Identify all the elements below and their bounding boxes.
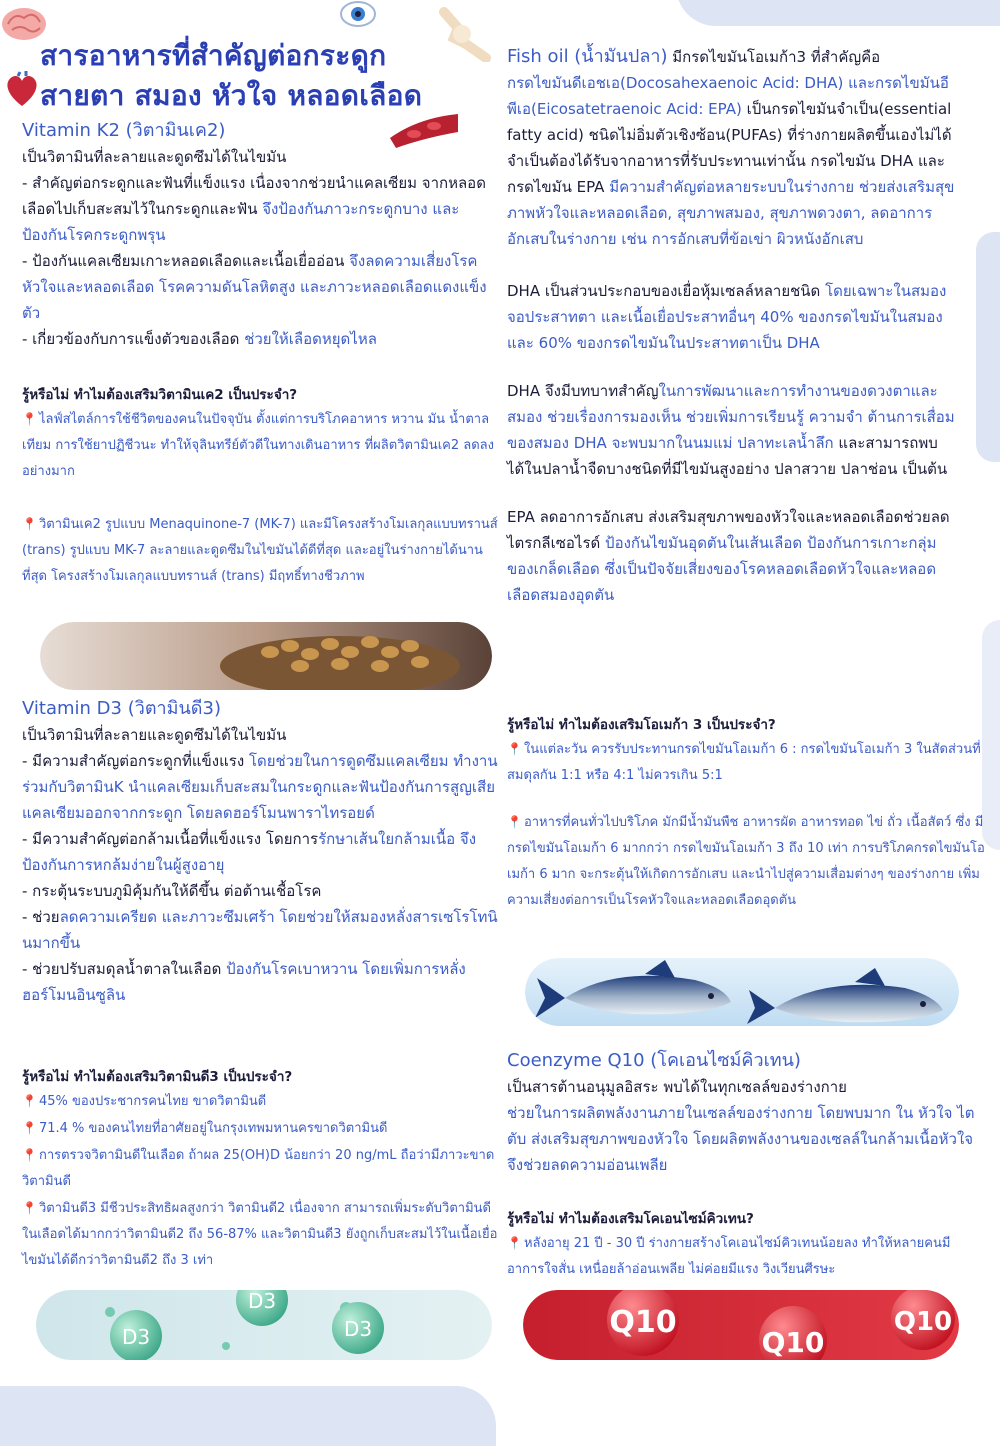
d3-note-4-text: วิตามินดี3 มีชีวประสิทธิผลสูงกว่า วิตามินดี2 เนื่องจาก สามารถเพิ่มระดับวิตามินดีในเลือดได้มากกว่าวิตามินดี2 ถึง 56-87% และวิตามินดี3 ยังถูกเก็บสะสมไว้ในเนื้อเยื่อไขมันได้ดีกว่าวิตามินดี2 ถึง 3 เท่า — [22, 1201, 498, 1268]
d3-b4-dark: - ช่วย — [22, 908, 60, 926]
d3-note-3 — [22, 1142, 500, 1195]
fish-p4-dark: EPA ลดอาการอักเสบ ส่งเสริมสุขภาพของหัวใจและหลอดเลือดช่วยลดไตรกลีเซอไรด์ — [507, 508, 950, 552]
fish-note-1-text: ในแต่ละวัน ควรรับประทานกรดไขมันโอเมก้า 6 : กรดไขมันโอเมก้า 3 ในสัดส่วนที่สมดุลกัน 1:1 หรือ 4:1 ไม่ควรเกิน 5:1 — [507, 742, 981, 783]
d3-b4-blue: ลดความเครียด และภาวะซึมเศร้า โดยช่วยให้สมองหลั่งสารเซโรโทนินมากขึ้น — [22, 908, 498, 952]
q10-heading: Coenzyme Q10 (โคเอนไซม์คิวเทน) — [507, 1050, 801, 1071]
fish-p4-blue: ป้องกันไขมันอุดตันในเส้นเลือด ป้องกันการเกาะกลุ่มของเกล็ดเลือด ซึ่งเป็นปัจจัยเสี่ยงของโรคหลอดเลือดหัวใจและหลอดเลือดสมองอุดตัน — [507, 534, 937, 604]
q10-banner — [523, 1290, 959, 1360]
k2-b3-dark: - เกี่ยวข้องกับการแข็งตัวของเลือด — [22, 330, 240, 348]
d3-note-2 — [22, 1115, 500, 1142]
k2-note-1-text: ไลฟ์สไตล์การใช้ชีวิตของคนในปัจจุบัน ตั้งแต่การบริโภคอาหาร หวาน มัน น้ำตาลเทียม การใช้ยาปฏิชีวนะ ทำให้จุลินทรีย์ตัวดีในทางเดินอาหาร ที่ผลิตวิตามินเค2 ลดลงอย่างมาก — [22, 412, 494, 479]
fish-heading-line — [507, 44, 955, 70]
main-title-line2: สายตา สมอง หัวใจ หลอดเลือด — [40, 79, 423, 112]
d3-bullet-1 — [22, 748, 500, 826]
k2-note-2 — [22, 511, 500, 590]
d3-intro: เป็นวิตามินที่ละลายและดูดซึมได้ในไขมัน — [22, 726, 287, 744]
q10-paragraph: ช่วยในการผลิตพลังงานภายในเซลล์ของร่างกาย โดยพบมาก ใน หัวใจ ไต ตับ ส่งเสริมสุขภาพของหัวใจ โดยผลิตพลังงานของเซลล์ในกล้ามเนื้อหัวใจ จึงช่วยลดความอ่อนเพลีย — [507, 1104, 975, 1174]
fish-p2-dark: DHA เป็นส่วนประกอบของเยื่อหุ้มเซลล์หลายชนิด — [507, 282, 821, 300]
section-coenzyme-q10 — [507, 1048, 977, 1178]
d3-b3-dark: - กระตุ้นระบบภูมิคุ้มกันให้ดีขึ้น ต่อต้านเชื้อโรค — [22, 882, 322, 900]
eye-icon — [338, 0, 378, 28]
d3-b1-dark: - มีความสำคัญต่อกระดูกที่แข็งแรง — [22, 752, 245, 770]
pin-icon: 📍 — [22, 517, 37, 531]
d3-capsule-label: D3 — [121, 1325, 151, 1349]
pin-icon: 📍 — [22, 1148, 37, 1162]
d3-note-4 — [22, 1195, 500, 1274]
d3-capsule — [332, 1302, 384, 1354]
pin-icon: 📍 — [22, 1201, 37, 1215]
d3-capsule-label: D3 — [247, 1290, 277, 1313]
d3-b1-blue: โดยช่วยในการดูดซึมแคลเซียม ทำงานร่วมกับวิตามินK นำแคลเซียมเก็บสะสมในกระดูกและฟันป้องกันการสูญเสียแคลเซียมออกจากกระดูก โดยลดฮอร์โมนพาราไทรอยด์ — [22, 752, 498, 822]
q10-capsule-label: Q10 — [893, 1307, 953, 1337]
k2-bullet-1 — [22, 170, 500, 248]
d3-question: รู้หรือไม่ ทำไมต้องเสริมวิตามินดี3 เป็นประจำ? — [22, 1069, 293, 1085]
q10-capsule-label: Q10 — [609, 1305, 677, 1340]
fish-p3-blue: ในการพัฒนาและการทำงานของดวงตาและสมอง ช่วยเรื่องการมองเห็น ช่วยเพิ่มการเรียนรู้ ความจำ ต้านการเสื่อมของสมอง DHA จะพบมากในนมแม่ ปลาทะเลน้ำลึก — [507, 382, 955, 452]
k2-b1-blue: จึงป้องกันภาวะกระดูกบาง และป้องกันโรคกระดูกพรุน — [22, 200, 460, 244]
corner-shape-bottom-left — [0, 1386, 496, 1446]
k2-heading: Vitamin K2 (วิตามินเค2) — [22, 120, 226, 141]
fish-heading: Fish oil (น้ำมันปลา) — [507, 46, 668, 67]
fish-note-2 — [507, 809, 985, 914]
pin-icon: 📍 — [507, 1236, 522, 1250]
d3-did-you-know — [22, 1066, 500, 1274]
fish-paragraph-2 — [507, 278, 955, 356]
d3-capsule — [110, 1310, 162, 1360]
natto-banner — [40, 622, 492, 690]
q10-question: รู้หรือไม่ ทำไมต้องเสริมโคเอนไซม์คิวเทน? — [507, 1211, 754, 1227]
corner-shape-top-right — [676, 0, 1000, 26]
d3-b5-blue: ป้องกันโรคเบาหวาน โดยเพิ่มการหลั่งฮอร์โมนอินซูลิน — [22, 960, 466, 1004]
pin-icon: 📍 — [22, 1121, 37, 1135]
d3-bullet-2 — [22, 826, 500, 878]
k2-intro: เป็นวิตามินที่ละลายและดูดซึมได้ในไขมัน — [22, 148, 287, 166]
q10-capsule-label: Q10 — [761, 1326, 825, 1359]
fish-paragraph-1 — [507, 70, 955, 252]
main-title-line1: สารอาหารที่สำคัญต่อกระดูก — [40, 39, 387, 72]
fish-heading-rest: มีกรดไขมันโอเมก้า3 ที่สำคัญคือ — [667, 48, 881, 66]
d3-b2-blue: รักษาเส้นใยกล้ามเนื้อ จึงป้องกันการหกล้มง่ายในผู้สูงอายุ — [22, 830, 477, 874]
pin-icon: 📍 — [22, 412, 37, 426]
fish-question: รู้หรือไม่ ทำไมต้องเสริมโอเมก้า 3 เป็นประจำ? — [507, 717, 776, 733]
side-tab-right — [976, 232, 1000, 462]
k2-bullet-2 — [22, 248, 500, 326]
section-vitamin-d3 — [22, 696, 500, 1008]
fish-note-2-text: อาหารที่คนทั่วไปบริโภค มักมีน้ำมันพืช อาหารผัด อาหารทอด ไข่ ถั่ว เนื้อสัตว์ ซึ่ง มีกรดไขมันโอเมก้า 6 มากกว่า กรดไขมันโอเมก้า 3 ถึง 10 เท่า การบริโภคกรดไขมันโอเมก้า 6 มาก จะกระตุ้นให้เกิดการอักเสบ และนำไปสู่ความเสื่อมต่างๆ ของร่างกาย เพิ่มความเสี่ยงต่อการเป็นโรคหัวใจและหลอดเลือดอุดตัน — [507, 815, 985, 908]
fish-p3-dark: DHA จึงมีบทบาทสำคัญ — [507, 382, 659, 400]
fish-p1-blue: กรดไขมันดีเอชเอ(Docosahexaenoic Acid: DHA) และกรดไขมันอีพีเอ(Eicosatetraenoic Acid: EPA) — [507, 74, 949, 118]
q10-note-1 — [507, 1230, 985, 1283]
d3-note-2-text: 71.4 % ของคนไทยที่อาศัยอยู่ในกรุงเทพมหานครขาดวิตามินดี — [38, 1121, 388, 1136]
d3-note-1 — [22, 1088, 500, 1115]
k2-did-you-know — [22, 384, 500, 590]
fish-paragraph-3 — [507, 378, 955, 482]
k2-b2-dark: - ป้องกันแคลเซียมเกาะหลอดเลือดและเนื้อเยื่ออ่อน — [22, 252, 345, 270]
fish-paragraph-4 — [507, 504, 955, 608]
d3-note-3-text: การตรวจวิตามินดีในเลือด ถ้าผล 25(OH)D น้อยกว่า 20 ng/mL ถือว่ามีภาวะขาดวิตามินดี — [22, 1148, 495, 1189]
q10-note-1-text: หลังอายุ 21 ปี - 30 ปี ร่างกายสร้างโคเอนไซม์คิวเทนน้อยลง ทำให้หลายคนมีอาการใจสั่น เหนื่อยล้าอ่อนเพลีย ไม่ค่อยมีแรง วิงเวียนศีรษะ — [507, 1236, 951, 1277]
k2-b2-blue: จึงลดความเสี่ยงโรคหัวใจและหลอดเลือด โรคความดันโลหิตสูง และภาวะหลอดเลือดแดงแข็งตัว — [22, 252, 487, 322]
pin-icon: 📍 — [507, 815, 522, 829]
d3-b5-dark: - ช่วยปรับสมดุลน้ำตาลในเลือด — [22, 960, 222, 978]
d3-note-1-text: 45% ของประชากรคนไทย ขาดวิตามินดี — [38, 1094, 267, 1109]
fish-p2-blue: โดยเฉพาะในสมอง จอประสาทตา และเนื้อเยื่อประสาทอื่นๆ 40% ของกรดไขมันในสมอง และ 60% ของกรดไขมันในประสาทตาเป็น DHA — [507, 282, 947, 352]
pin-icon: 📍 — [22, 1094, 37, 1108]
d3-capsule-label: D3 — [343, 1317, 373, 1341]
k2-question: รู้หรือไม่ ทำไมต้องเสริมวิตามินเค2 เป็นประจำ? — [22, 387, 298, 403]
main-title — [40, 36, 470, 116]
fish-p1-blue2: มีความสำคัญต่อหลายระบบในร่างกาย ช่วยส่งเสริมสุขภาพหัวใจและหลอดเลือด, สุขภาพสมอง, สุขภาพดวงตา, ลดอาการอักเสบในร่างกาย เช่น การอักเสบที่ข้อเข่า ผิวหนังอักเสบ — [507, 178, 955, 248]
d3-heading: Vitamin D3 (วิตามินดี3) — [22, 698, 221, 719]
fish-did-you-know — [507, 714, 985, 914]
q10-did-you-know — [507, 1208, 985, 1283]
k2-note-2-text: วิตามินเค2 รูปแบบ Menaquinone-7 (MK-7) และมีโครงสร้างโมเลกุลแบบทรานส์ (trans) รูปแบบ MK-7 ละลายและดูดซึมในไขมันได้ดีที่สุด และอยู่ในร่างกายได้นานที่สุด โครงสร้างโมเลกุลแบบทรานส์ (trans) มีฤทธิ์ทางชีวภาพ — [22, 517, 498, 584]
q10-intro: เป็นสารต้านอนุมูลอิสระ พบได้ในทุกเซลล์ของร่างกาย — [507, 1078, 847, 1096]
fish-p1-dark: เป็นกรดไขมันจำเป็น(essential fatty acid) ชนิดไม่อิ่มตัวเชิงซ้อน(PUFAs) ที่ร่างกายผลิตขึ้นเองไม่ได้ จำเป็นต้องได้รับจากอาหารที่รับประทานเท่านั้น กรดไขมัน DHA และกรดไขมัน EPA — [507, 100, 952, 196]
tuna-banner — [525, 958, 959, 1026]
fish-p3-dark2: และสามารถพบได้ในปลาน้ำจืดบางชนิดที่มีไขมันสูงอย่าง ปลาสวาย ปลาช่อน เป็นต้น — [507, 434, 948, 478]
section-vitamin-k2 — [22, 118, 500, 352]
d3-bullet-3 — [22, 878, 500, 904]
d3-bullet-5 — [22, 956, 500, 1008]
fish-note-1 — [507, 736, 985, 789]
d3-bullet-4 — [22, 904, 500, 956]
k2-bullet-3 — [22, 326, 500, 352]
d3-banner — [36, 1290, 492, 1360]
d3-b2-dark: - มีความสำคัญต่อกล้ามเนื้อที่แข็งแรง โดยการ — [22, 830, 319, 848]
pin-icon: 📍 — [507, 742, 522, 756]
section-fish-oil — [507, 44, 955, 608]
k2-b3-blue: ช่วยให้เลือดหยุดไหล — [239, 330, 377, 348]
heart-icon — [2, 70, 42, 110]
k2-b1-dark: - สำคัญต่อกระดูกและฟันที่แข็งแรง เนื่องจากช่วยนำแคลเซียม จากหลอดเลือดไปเก็บสะสมไว้ในกระดูกและฟัน — [22, 174, 486, 218]
k2-note-1 — [22, 406, 500, 485]
